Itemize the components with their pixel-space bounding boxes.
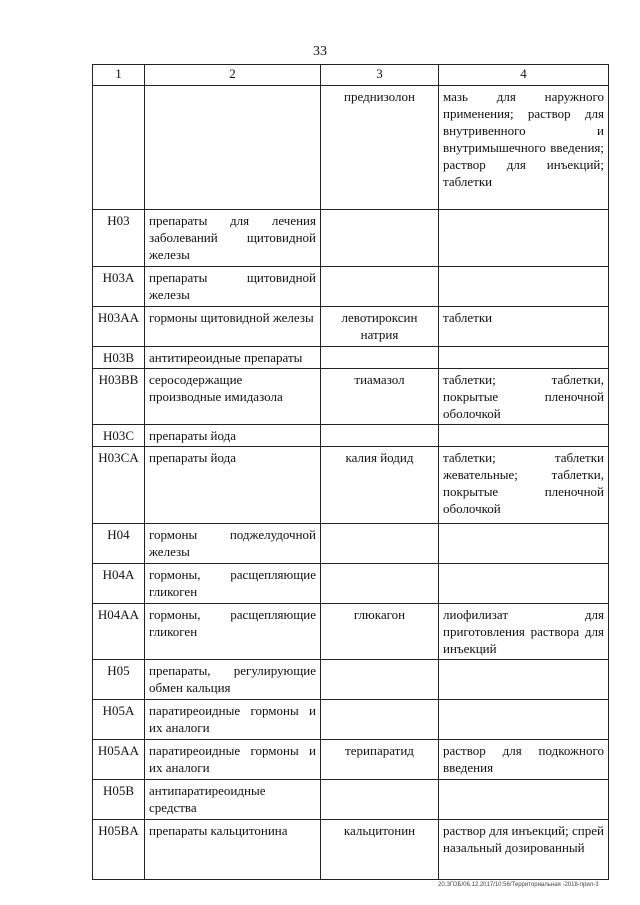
atc-code-cell: H03AA — [93, 307, 145, 347]
atc-code-cell: H05 — [93, 660, 145, 700]
group-description-cell: препараты йода — [145, 425, 321, 447]
group-description-cell: препараты кальцитонина — [145, 820, 321, 880]
table-row — [93, 700, 609, 740]
dosage-form-cell — [439, 660, 609, 700]
drug-name-cell — [321, 210, 439, 267]
table-row — [93, 524, 609, 564]
column-header-2: 2 — [145, 65, 321, 86]
column-header-4: 4 — [439, 65, 609, 86]
drug-name-cell: кальцитонин — [321, 820, 439, 880]
drug-name-cell — [321, 524, 439, 564]
table-row — [93, 660, 609, 700]
atc-code-cell — [93, 86, 145, 210]
dosage-form-cell — [439, 425, 609, 447]
table-row — [93, 425, 609, 447]
dosage-form-cell: таблетки; таблетки жевательные; таблетки, покрытые пленочной оболочкой — [439, 447, 609, 524]
group-description-cell: препараты щитовидной железы — [145, 267, 321, 307]
group-description-cell: гормоны поджелудочной железы — [145, 524, 321, 564]
group-description-cell: паратиреоидные гормоны и их аналоги — [145, 700, 321, 740]
dosage-form-cell — [439, 524, 609, 564]
atc-code-cell: H04 — [93, 524, 145, 564]
table-row — [93, 210, 609, 267]
atc-code-cell: H05AA — [93, 740, 145, 780]
group-description-cell: гормоны, расщепляющие гликоген — [145, 564, 321, 604]
atc-code-cell: H03C — [93, 425, 145, 447]
drug-name-cell — [321, 425, 439, 447]
footer-stamp: 20.ЗГОБ/06.12.2017/10:56/Территориальная -2018-прил-3 — [438, 882, 599, 888]
atc-code-cell: H03 — [93, 210, 145, 267]
atc-code-cell: H03B — [93, 347, 145, 369]
drug-name-cell: терипаратид — [321, 740, 439, 780]
drug-name-cell: калия йодид — [321, 447, 439, 524]
drug-name-cell — [321, 660, 439, 700]
dosage-form-cell — [439, 564, 609, 604]
dosage-form-cell — [439, 347, 609, 369]
group-description-cell: паратиреоидные гормоны и их аналоги — [145, 740, 321, 780]
group-description-cell: препараты йода — [145, 447, 321, 524]
drug-name-cell: тиамазол — [321, 369, 439, 425]
dosage-form-cell — [439, 700, 609, 740]
table-row — [93, 780, 609, 820]
atc-code-cell: H03A — [93, 267, 145, 307]
atc-code-cell: H05B — [93, 780, 145, 820]
table-row — [93, 564, 609, 604]
drug-name-cell: глюкагон — [321, 604, 439, 660]
group-description-cell: препараты для лечения заболеваний щитовидной железы — [145, 210, 321, 267]
table-row — [93, 369, 609, 425]
atc-code-cell: H05A — [93, 700, 145, 740]
drug-name-cell — [321, 347, 439, 369]
table-row — [93, 267, 609, 307]
table-row — [93, 604, 609, 660]
table-row — [93, 447, 609, 524]
dosage-form-cell: раствор для инъекций; спрей назальный дозированный — [439, 820, 609, 880]
drug-name-cell: левотироксин натрия — [321, 307, 439, 347]
group-description-cell: серосодержащие производные имидазола — [145, 369, 321, 425]
dosage-form-cell: таблетки — [439, 307, 609, 347]
drug-name-cell — [321, 267, 439, 307]
group-description-cell: антитиреоидные препараты — [145, 347, 321, 369]
dosage-form-cell: мазь для наружного применения; раствор для внутривенного и внутримышечного введения; раствор для инъекций; таблетки — [439, 86, 609, 210]
table-row — [93, 740, 609, 780]
dosage-form-cell: таблетки; таблетки, покрытые пленочной оболочкой — [439, 369, 609, 425]
medication-table — [92, 64, 609, 880]
column-header-1: 1 — [93, 65, 145, 86]
atc-code-cell: H04AA — [93, 604, 145, 660]
dosage-form-cell — [439, 267, 609, 307]
atc-code-cell: H04A — [93, 564, 145, 604]
drug-name-cell — [321, 700, 439, 740]
dosage-form-cell: лиофилизат для приготовления раствора для инъекций — [439, 604, 609, 660]
table-row — [93, 307, 609, 347]
atc-code-cell: H03BB — [93, 369, 145, 425]
dosage-form-cell — [439, 780, 609, 820]
drug-name-cell — [321, 564, 439, 604]
column-header-row — [93, 65, 609, 86]
drug-name-cell: преднизолон — [321, 86, 439, 210]
group-description-cell: гормоны щитовидной железы — [145, 307, 321, 347]
table-row — [93, 820, 609, 880]
group-description-cell: препараты, регулирующие обмен кальция — [145, 660, 321, 700]
dosage-form-cell: раствор для подкожного введения — [439, 740, 609, 780]
column-header-3: 3 — [321, 65, 439, 86]
drug-name-cell — [321, 780, 439, 820]
group-description-cell: антипаратиреоидные средства — [145, 780, 321, 820]
page-number: 33 — [313, 44, 327, 59]
dosage-form-cell — [439, 210, 609, 267]
table-body — [93, 86, 609, 880]
group-description-cell: гормоны, расщепляющие гликоген — [145, 604, 321, 660]
table-row — [93, 86, 609, 210]
atc-code-cell: H05BA — [93, 820, 145, 880]
atc-code-cell: H03CA — [93, 447, 145, 524]
group-description-cell — [145, 86, 321, 210]
table-row — [93, 347, 609, 369]
